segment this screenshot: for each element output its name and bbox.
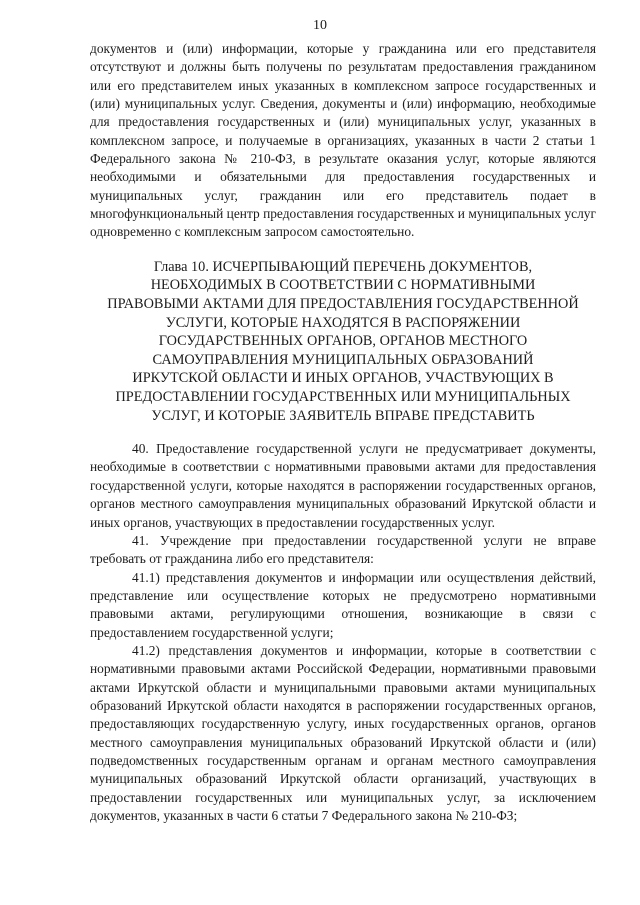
heading-line: УСЛУГ, И КОТОРЫЕ ЗАЯВИТЕЛЬ ВПРАВЕ ПРЕДСТАВИТЬ bbox=[151, 407, 535, 424]
page-number: 10 bbox=[313, 18, 327, 33]
heading-line: ПРАВОВЫМИ АКТАМИ ДЛЯ ПРЕДОСТАВЛЕНИЯ ГОСУДАРСТВЕННОЙ bbox=[107, 295, 579, 312]
heading-line: ГОСУДАРСТВЕННЫХ ОРГАНОВ, ОРГАНОВ МЕСТНОГО bbox=[158, 333, 528, 350]
heading-line: УСЛУГИ, КОТОРЫЕ НАХОДЯТСЯ В РАСПОРЯЖЕНИИ bbox=[165, 314, 521, 331]
heading-line: САМОУПРАВЛЕНИЯ МУНИЦИПАЛЬНЫХ ОБРАЗОВАНИЙ bbox=[152, 351, 534, 368]
paragraph-41-2: 41.2) представления документов и информации, которые в соответствии с нормативными правовыми актами Российской Федерации, нормативными правовыми актами Иркутской области и муниципальными правовыми актами муниципальных образований Иркутской области находятся в распоряжении государственных органов, предоставляющих государственную услугу, иных государственных органов, органов местного самоуправления муниципальных образований Иркутской области и (или) подведомственных государственным органам и органам местного самоуправления муниципальных образований Иркутской области организаций, участвующих в предоставлении государственных или муниципальных услуг, за исключением документов, указанных в части 6 статьи 7 Федерального закона № 210-ФЗ; bbox=[90, 642, 596, 823]
document-body bbox=[90, 40, 596, 825]
chapter-heading bbox=[90, 258, 596, 425]
heading-line: ИРКУТСКОЙ ОБЛАСТИ И ИНЫХ ОРГАНОВ, УЧАСТВУЮЩИХ В bbox=[132, 370, 554, 387]
heading-line: НЕОБХОДИМЫХ В СООТВЕТСТВИИ С НОРМАТИВНЫМИ bbox=[150, 277, 536, 294]
paragraph-40: 40. Предоставление государственной услуги не предусматривает документы, необходимые в соответствии с нормативными правовыми актами для предоставления государственной услуги, которые находятся в распоряжении государственных органов, органов местного самоуправления муниципальных образований Иркутской области и иных органов, участвующих в предоставлении государственных услуг. bbox=[90, 441, 596, 530]
paragraph-41: 41. Учреждение при предоставлении государственной услуги не вправе требовать от гражданина либо его представителя: bbox=[90, 532, 596, 567]
heading-line: ПРЕДОСТАВЛЕНИИ ГОСУДАРСТВЕННЫХ ИЛИ МУНИЦИПАЛЬНЫХ bbox=[115, 388, 571, 405]
intro-paragraph: документов и (или) информации, которые у гражданина или его представителя отсутствуют и должны быть получены по результатам предоставления гражданином или его представителем иных указанных в комплексном запросе государственных и (или) муниципальных услуг. Сведения, документы и (или) информацию, необходимые для предоставления государственных и (или) муниципальных услуг, указанных в комплексном запросе, и получаемые в организациях, указанных в части 2 статьи 1 Федерального закона № 210-ФЗ, в результате оказания услуг, которые являются необходимыми и обязательными для предоставления государственных и муниципальных услуг, гражданин или его представитель подает в многофункциональный центр предоставления государственных и муниципальных услуг одновременно с комплексным запросом самостоятельно. bbox=[90, 41, 596, 240]
paragraph-41-1: 41.1) представления документов и информации или осуществления действий, представление или осуществление которых не предусмотрено нормативными правовыми актами, регулирующими отношения, возникающие в связи с предоставлением государственной услуги; bbox=[90, 569, 596, 640]
heading-line: Глава 10. ИСЧЕРПЫВАЮЩИЙ ПЕРЕЧЕНЬ ДОКУМЕНТОВ, bbox=[153, 258, 533, 275]
